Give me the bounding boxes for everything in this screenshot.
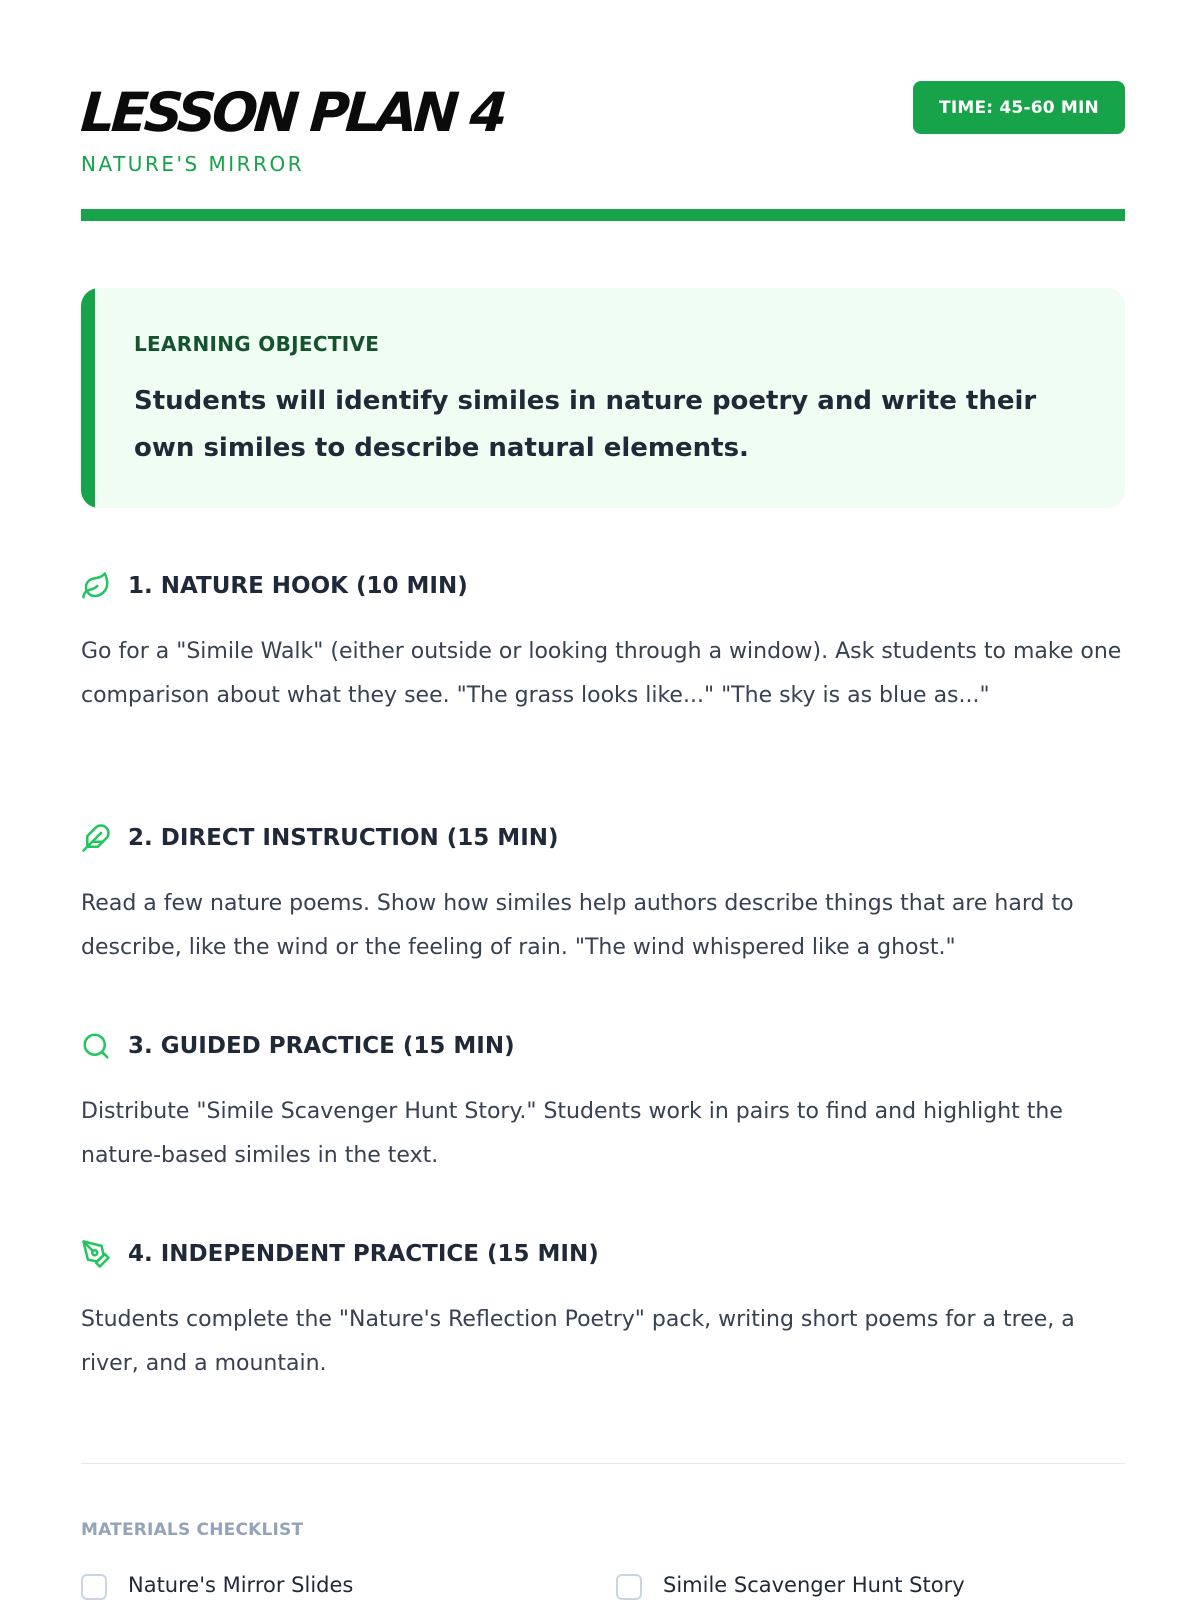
section-body: Distribute "Simile Scavenger Hunt Story." Students work in pairs to find and highlight the nature-based similes in the text.: [81, 1099, 1063, 1168]
section-title: 4. INDEPENDENT PRACTICE (15 MIN): [128, 1241, 599, 1267]
materials-item-label: Nature's Mirror Slides: [128, 1573, 354, 1597]
section-guided-practice: [81, 1028, 1125, 1168]
section-body: Read a few nature poems. Show how similes help authors describe things that are hard to describe, like the wind or the feeling of rain. "The wind whispered like a ghost.": [81, 891, 1074, 960]
objective-label: LEARNING OBJECTIVE: [134, 332, 380, 356]
page-title: LESSON PLAN 4: [78, 81, 506, 144]
section-nature-hook: [81, 568, 1125, 708]
objective-text: Students will identify similes in nature poetry and write their own similes to describe natural elements.: [134, 386, 1037, 463]
section-independent-practice: [81, 1236, 1125, 1376]
section-body: Students complete the "Nature's Reflection Poetry" pack, writing short poems for a tree, a river, and a mountain.: [81, 1307, 1075, 1376]
section-title: 2. DIRECT INSTRUCTION (15 MIN): [128, 825, 559, 851]
search-icon: [81, 1031, 111, 1061]
checkbox[interactable]: [616, 1574, 642, 1600]
objective-accent-bar: [81, 288, 95, 508]
materials-checklist-label: MATERIALS CHECKLIST: [81, 1520, 304, 1540]
leaf-icon: [81, 571, 111, 601]
feather-icon: [81, 823, 111, 853]
materials-divider: [81, 1463, 1125, 1464]
materials-item-label: Simile Scavenger Hunt Story: [663, 1573, 965, 1597]
section-title: 3. GUIDED PRACTICE (15 MIN): [128, 1033, 515, 1059]
time-badge: TIME: 45-60 MIN: [913, 81, 1125, 134]
pen-tool-icon: [81, 1239, 111, 1269]
section-direct-instruction: [81, 820, 1125, 960]
checkbox[interactable]: [81, 1574, 107, 1600]
page-subtitle: NATURE'S MIRROR: [81, 152, 305, 176]
learning-objective-card: [81, 288, 1125, 508]
section-body: Go for a "Simile Walk" (either outside or looking through a window). Ask students to make one comparison about what they see. "The grass looks like..." "The sky is as blue as...": [81, 639, 1122, 708]
section-title: 1. NATURE HOOK (10 MIN): [128, 573, 468, 599]
header-divider: [81, 209, 1125, 221]
lesson-plan-page: [78, 0, 1125, 1600]
header: [78, 80, 1125, 220]
